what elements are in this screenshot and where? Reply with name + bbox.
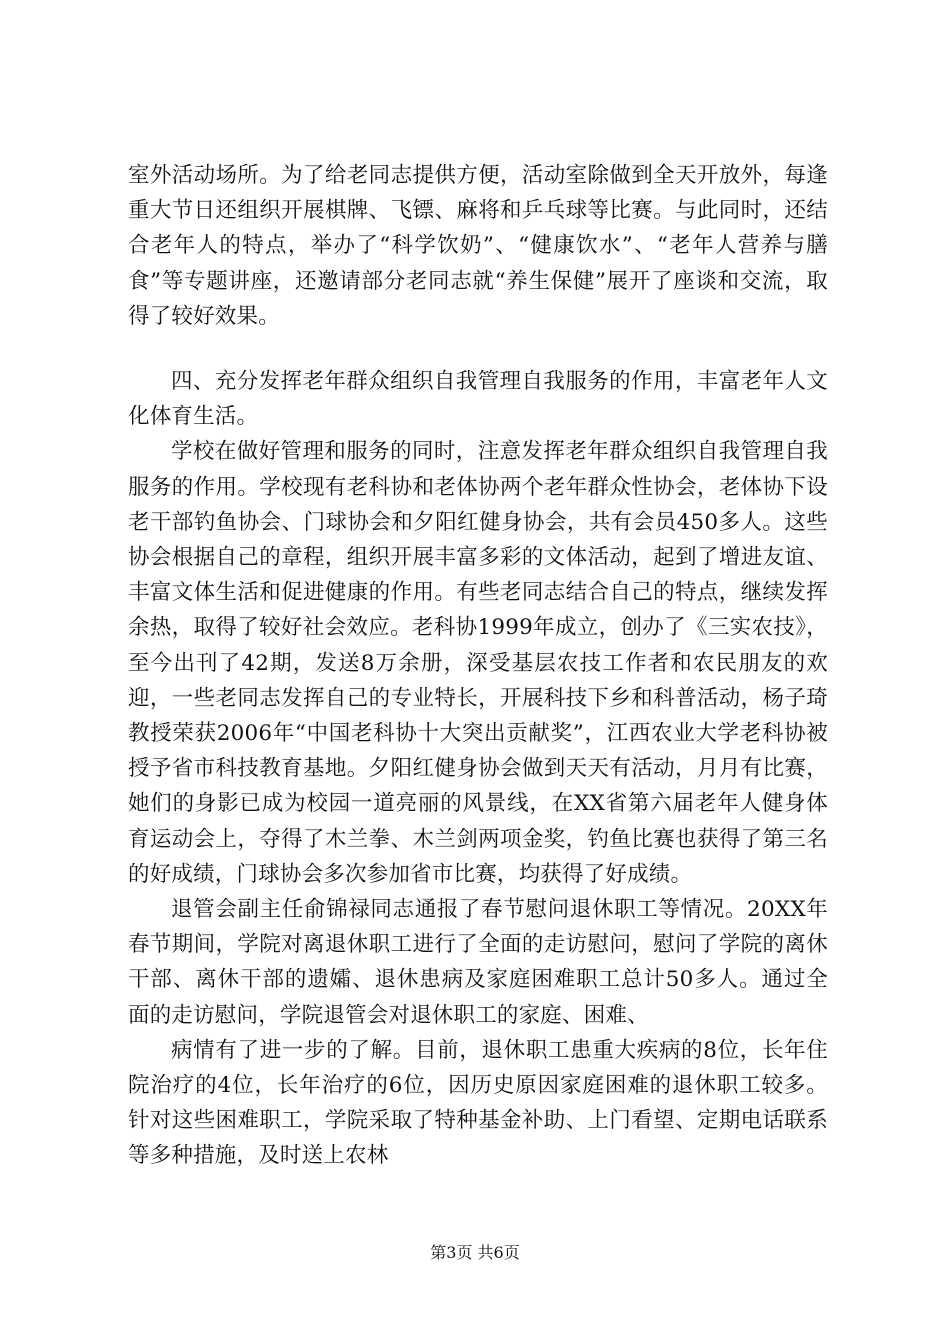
paragraph-continuation: 室外活动场所。为了给老同志提供方便，活动室除做到全天开放外，每逢重大节日还组织开展棋牌、飞镖、麻将和乒乓球等比赛。与此同时，还结合老年人的特点，举办了“科学饮奶”、“健康饮水”、“老年人营养与膳食”等专题讲座，还邀请部分老同志就“养生保健”展开了座谈和交流，取得了较好效果。 (128, 163, 828, 329)
paragraph: 退管会副主任俞锦禄同志通报了春节慰问退休职工等情况。20XX年春节期间，学院对离退休职工进行了全面的走访慰问，慰问了学院的离休干部、离休干部的遗孀、退休患病及家庭困难职工总计50多人。通过全面的走访慰问，学院退管会对退休职工的家庭、困难、 (128, 897, 828, 1028)
page-number-footer: 第3页 共6页 (430, 1243, 520, 1262)
paragraph: 学校在做好管理和服务的同时，注意发挥老年群众组织自我管理自我服务的作用。学校现有老科协和老体协两个老年群众性协会，老体协下设老干部钓鱼协会、门球协会和夕阳红健身协会，共有会员450多人。这些协会根据自己的章程，组织开展丰富多彩的文体活动，起到了增进友谊、丰富文体生活和促进健康的作用。有些老同志结合自己的特点，继续发挥余热，取得了较好社会效应。老科协1999年成立，创办了《三实农技》，至今出刊了42期，发送8万余册，深受基层农技工作者和农民朋友的欢迎，一些老同志发挥自己的专业特长，开展科技下乡和科普活动，杨子琦教授荣获2006年“中国老科协十大突出贡献奖”，江西农业大学老科协被授予省市科技教育基地。夕阳红健身协会做到天天有活动，月月有比赛，她们的身影已成为校园一道亮丽的风景线，在XX省第六届老年人健身体育运动会上，夺得了木兰拳、木兰剑两项金奖，钓鱼比赛也获得了第三名的好成绩，门球协会多次参加省市比赛，均获得了好成绩。 (128, 439, 828, 887)
document-body (128, 158, 828, 1174)
section-heading: 四、充分发挥老年群众组织自我管理自我服务的作用，丰富老年人文化体育生活。 (128, 369, 828, 430)
paragraph: 病情有了进一步的了解。目前，退休职工患重大疾病的8位，长年住院治疗的4位，长年治疗的6位，因历史原因家庭困难的退休职工较多。针对这些困难职工，学院采取了特种基金补助、上门看望、定期电话联系等多种措施，及时送上农林 (128, 1037, 828, 1169)
paragraph-gap (128, 334, 828, 364)
